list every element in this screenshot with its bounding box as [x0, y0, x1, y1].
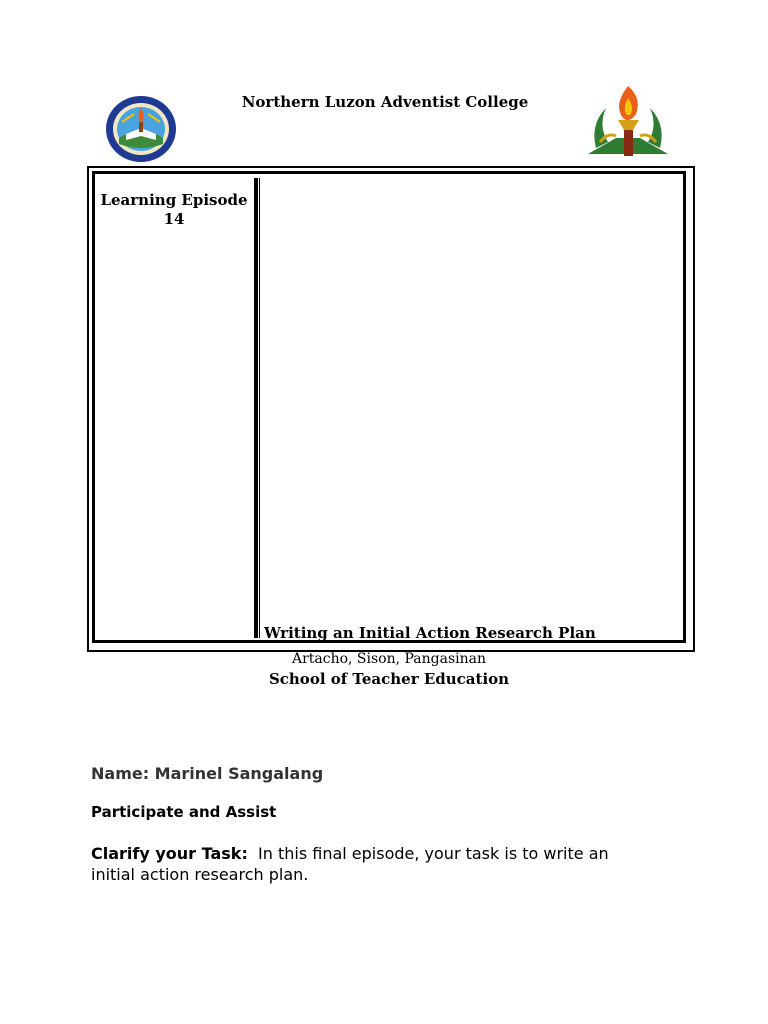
task-paragraph	[91, 843, 651, 885]
episode-label-text: Learning Episode	[100, 191, 248, 209]
torch-logo	[586, 84, 670, 160]
cover-divider-thin	[259, 178, 260, 638]
student-name: Name: Marinel Sangalang	[91, 764, 324, 783]
cover-frame-inner	[92, 171, 686, 643]
college-name: Northern Luzon Adventist College	[241, 93, 529, 111]
section-heading: Participate and Assist	[91, 803, 277, 821]
episode-number: 14	[163, 210, 185, 228]
task-text: In this final episode, your task is to write an initial action research plan.	[91, 844, 609, 884]
episode-title: Writing an Initial Action Research Plan	[264, 624, 596, 642]
episode-label	[96, 191, 252, 229]
school-name: School of Teacher Education	[268, 670, 510, 688]
task-label: Clarify your Task:	[91, 844, 248, 863]
college-seal-logo	[104, 94, 178, 164]
cover-divider	[254, 178, 258, 638]
college-address: Artacho, Sison, Pangasinan	[291, 651, 487, 667]
